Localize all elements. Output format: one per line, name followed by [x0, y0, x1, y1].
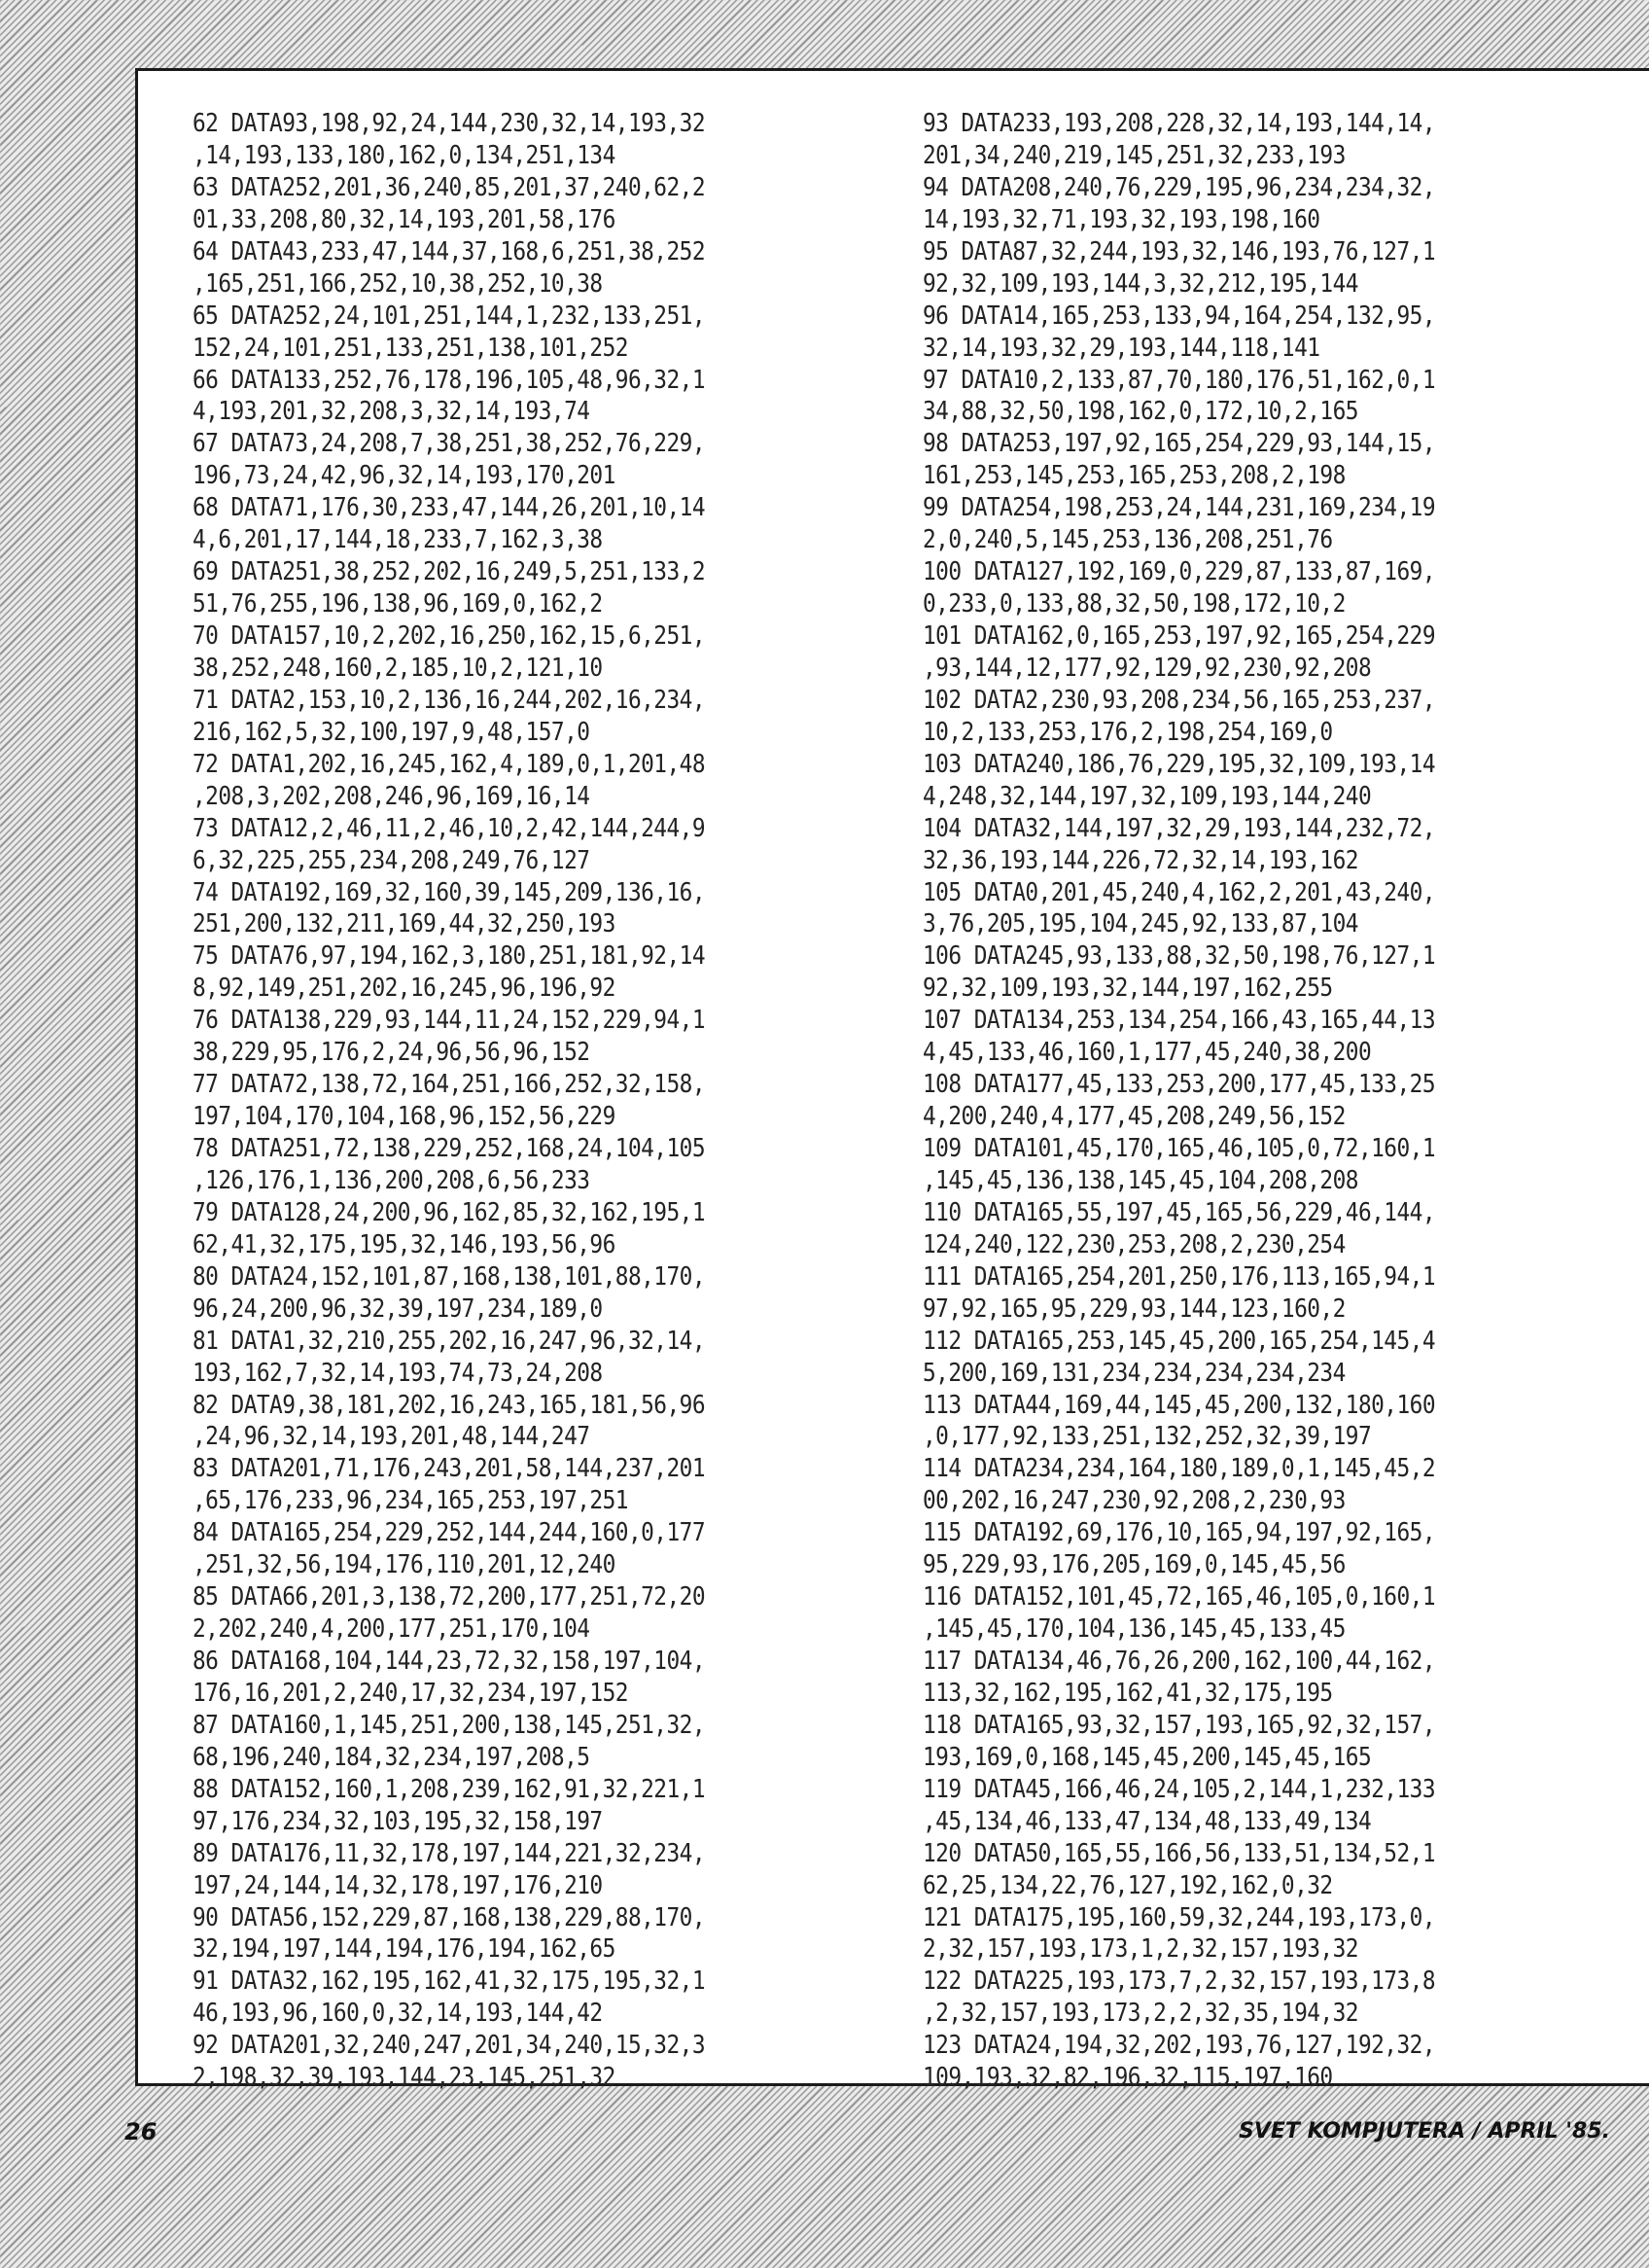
listing-line: 88 DATA152,160,1,208,239,162,91,32,221,1 — [193, 1775, 705, 1804]
listing-line: 73 DATA12,2,46,11,2,46,10,2,42,144,244,9 — [193, 814, 705, 843]
listing-line: 8,92,149,251,202,16,245,96,196,92 — [193, 974, 615, 1003]
listing-line: 105 DATA0,201,45,240,4,162,2,201,43,240, — [923, 877, 1435, 907]
listing-line: 98 DATA253,197,92,165,254,229,93,144,15, — [923, 429, 1435, 458]
listing-line: 74 DATA192,169,32,160,39,145,209,136,16, — [193, 877, 705, 907]
listing-line: 201,34,240,219,145,251,32,233,193 — [923, 141, 1346, 170]
listing-line: 104 DATA32,144,197,32,29,193,144,232,72, — [923, 814, 1435, 843]
listing-line: 2,198,32,39,193,144,23,145,251,32 — [193, 2063, 615, 2092]
listing-line: ,65,176,233,96,234,165,253,197,251 — [193, 1486, 628, 1515]
listing-line: 82 DATA9,38,181,202,16,243,165,181,56,96 — [193, 1390, 705, 1420]
listing-line: 119 DATA45,166,46,24,105,2,144,1,232,133 — [923, 1775, 1435, 1804]
page-number: 26 — [124, 2118, 158, 2145]
listing-line: 34,88,32,50,198,162,0,172,10,2,165 — [923, 397, 1358, 426]
listing-line: 66 DATA133,252,76,178,196,105,48,96,32,1 — [193, 365, 705, 395]
listing-line: 108 DATA177,45,133,253,200,177,45,133,25 — [923, 1070, 1435, 1099]
listing-line: 71 DATA2,153,10,2,136,16,244,202,16,234, — [193, 686, 705, 715]
listing-line: 62,25,134,22,76,127,192,162,0,32 — [923, 1870, 1333, 1900]
listing-line: ,165,251,166,252,10,38,252,10,38 — [193, 269, 603, 299]
listing-line: 76 DATA138,229,93,144,11,24,152,229,94,1 — [193, 1006, 705, 1035]
listing-line: 193,162,7,32,14,193,74,73,24,208 — [193, 1358, 603, 1388]
listing-line: 2,32,157,193,173,1,2,32,157,193,32 — [923, 1934, 1358, 1964]
listing-line: 10,2,133,253,176,2,198,254,169,0 — [923, 718, 1333, 747]
listing-line: 93 DATA233,193,208,228,32,14,193,144,14, — [923, 109, 1435, 138]
listing-line: 122 DATA225,193,173,7,2,32,157,193,173,8 — [923, 1967, 1435, 1996]
listing-line: ,14,193,133,180,162,0,134,251,134 — [193, 141, 615, 170]
listing-line: 0,233,0,133,88,32,50,198,172,10,2 — [923, 589, 1346, 619]
listing-line: 91 DATA32,162,195,162,41,32,175,195,32,1 — [193, 1967, 705, 1996]
listing-line: 46,193,96,160,0,32,14,193,144,42 — [193, 1999, 603, 2028]
listing-line: 75 DATA76,97,194,162,3,180,251,181,92,14 — [193, 941, 705, 971]
listing-left-column — [193, 108, 873, 2094]
listing-line: ,93,144,12,177,92,129,92,230,92,208 — [923, 654, 1372, 683]
listing-line: 117 DATA134,46,76,26,200,162,100,44,162, — [923, 1647, 1435, 1676]
listing-line: 95,229,93,176,205,169,0,145,45,56 — [923, 1550, 1346, 1579]
listing-line: 5,200,169,131,234,234,234,234,234 — [923, 1358, 1346, 1388]
listing-line: ,0,177,92,133,251,132,252,32,39,197 — [923, 1422, 1372, 1451]
listing-line: 4,6,201,17,144,18,233,7,162,3,38 — [193, 525, 603, 554]
listing-line: 92,32,109,193,144,3,32,212,195,144 — [923, 269, 1358, 299]
listing-line: 120 DATA50,165,55,166,56,133,51,134,52,1 — [923, 1839, 1435, 1868]
listing-line: 68,196,240,184,32,234,197,208,5 — [193, 1743, 590, 1772]
listing-line: 193,169,0,168,145,45,200,145,45,165 — [923, 1743, 1372, 1772]
listing-line: ,145,45,136,138,145,45,104,208,208 — [923, 1166, 1358, 1195]
magazine-issue: SVET KOMPJUTERA / APRIL '85. — [1239, 2119, 1610, 2144]
listing-line: 216,162,5,32,100,197,9,48,157,0 — [193, 718, 590, 747]
listing-line: 115 DATA192,69,176,10,165,94,197,92,165, — [923, 1518, 1435, 1547]
listing-line: 114 DATA234,234,164,180,189,0,1,145,45,2 — [923, 1454, 1435, 1483]
listing-line: 97 DATA10,2,133,87,70,180,176,51,162,0,1 — [923, 365, 1435, 395]
listing-line: 85 DATA66,201,3,138,72,200,177,251,72,20 — [193, 1582, 705, 1612]
listing-line: 69 DATA251,38,252,202,16,249,5,251,133,2 — [193, 557, 705, 586]
listing-line: 100 DATA127,192,169,0,229,87,133,87,169, — [923, 557, 1435, 586]
listing-line: 80 DATA24,152,101,87,168,138,101,88,170, — [193, 1262, 705, 1292]
listing-line: 65 DATA252,24,101,251,144,1,232,133,251, — [193, 301, 705, 331]
listing-line: 62,41,32,175,195,32,146,193,56,96 — [193, 1230, 615, 1259]
listing-line: 77 DATA72,138,72,164,251,166,252,32,158, — [193, 1070, 705, 1099]
listing-line: 92 DATA201,32,240,247,201,34,240,15,32,3 — [193, 2031, 705, 2060]
listing-line: 70 DATA157,10,2,202,16,250,162,15,6,251, — [193, 621, 705, 651]
listing-line: 197,24,144,14,32,178,197,176,210 — [193, 1870, 603, 1900]
listing-line: 101 DATA162,0,165,253,197,92,165,254,229 — [923, 621, 1435, 651]
listing-line: 62 DATA93,198,92,24,144,230,32,14,193,32 — [193, 109, 705, 138]
listing-line: 63 DATA252,201,36,240,85,201,37,240,62,2 — [193, 173, 705, 202]
listing-line: 196,73,24,42,96,32,14,193,170,201 — [193, 461, 615, 490]
listing-line: 95 DATA87,32,244,193,32,146,193,76,127,1 — [923, 237, 1435, 266]
listing-line: ,45,134,46,133,47,134,48,133,49,134 — [923, 1807, 1372, 1836]
listing-line: 116 DATA152,101,45,72,165,46,105,0,160,1 — [923, 1582, 1435, 1612]
listing-line: 86 DATA168,104,144,23,72,32,158,197,104, — [193, 1647, 705, 1676]
listing-line: 64 DATA43,233,47,144,37,168,6,251,38,252 — [193, 237, 705, 266]
listing-line: 78 DATA251,72,138,229,252,168,24,104,105 — [193, 1134, 705, 1163]
listing-line: 121 DATA175,195,160,59,32,244,193,173,0, — [923, 1902, 1435, 1932]
listing-line: 90 DATA56,152,229,87,168,138,229,88,170, — [193, 1902, 705, 1932]
listing-line: ,2,32,157,193,173,2,2,32,35,194,32 — [923, 1999, 1358, 2028]
listing-line: 32,14,193,32,29,193,144,118,141 — [923, 333, 1320, 363]
listing-line: 3,76,205,195,104,245,92,133,87,104 — [923, 909, 1358, 939]
listing-line: 4,193,201,32,208,3,32,14,193,74 — [193, 397, 590, 426]
listing-line: 96,24,200,96,32,39,197,234,189,0 — [193, 1294, 603, 1324]
listing-line: 92,32,109,193,32,144,197,162,255 — [923, 974, 1333, 1003]
listing-line: 00,202,16,247,230,92,208,2,230,93 — [923, 1486, 1346, 1515]
listing-line: 4,200,240,4,177,45,208,249,56,152 — [923, 1102, 1346, 1131]
listing-line: 251,200,132,211,169,44,32,250,193 — [193, 909, 615, 939]
listing-line: 110 DATA165,55,197,45,165,56,229,46,144, — [923, 1198, 1435, 1227]
listing-line: 4,248,32,144,197,32,109,193,144,240 — [923, 782, 1372, 811]
listing-line: 2,0,240,5,145,253,136,208,251,76 — [923, 525, 1333, 554]
listing-line: 38,252,248,160,2,185,10,2,121,10 — [193, 654, 603, 683]
listing-line: 109 DATA101,45,170,165,46,105,0,72,160,1 — [923, 1134, 1435, 1163]
listing-line: 84 DATA165,254,229,252,144,244,160,0,177 — [193, 1518, 705, 1547]
listing-line: 111 DATA165,254,201,250,176,113,165,94,1 — [923, 1262, 1435, 1292]
listing-line: 152,24,101,251,133,251,138,101,252 — [193, 333, 628, 363]
listing-line: 2,202,240,4,200,177,251,170,104 — [193, 1614, 590, 1644]
listing-line: 83 DATA201,71,176,243,201,58,144,237,201 — [193, 1454, 705, 1483]
listing-line: 32,36,193,144,226,72,32,14,193,162 — [923, 845, 1358, 875]
listing-line: ,145,45,170,104,136,145,45,133,45 — [923, 1614, 1346, 1644]
listing-line: 124,240,122,230,253,208,2,230,254 — [923, 1230, 1346, 1259]
listing-line: 103 DATA240,186,76,229,195,32,109,193,14 — [923, 750, 1435, 779]
listing-line: 97,176,234,32,103,195,32,158,197 — [193, 1807, 603, 1836]
listing-line: ,251,32,56,194,176,110,201,12,240 — [193, 1550, 615, 1579]
listing-line: ,126,176,1,136,200,208,6,56,233 — [193, 1166, 590, 1195]
listing-line: 32,194,197,144,194,176,194,162,65 — [193, 1934, 615, 1964]
listing-line: 38,229,95,176,2,24,96,56,96,152 — [193, 1038, 590, 1067]
listing-line: 68 DATA71,176,30,233,47,144,26,201,10,14 — [193, 493, 705, 522]
listing-line: 102 DATA2,230,93,208,234,56,165,253,237, — [923, 686, 1435, 715]
page-frame — [135, 68, 1649, 2092]
listing-line: 01,33,208,80,32,14,193,201,58,176 — [193, 205, 615, 234]
listing-line: 79 DATA128,24,200,96,162,85,32,162,195,1 — [193, 1198, 705, 1227]
listing-line: 72 DATA1,202,16,245,162,4,189,0,1,201,48 — [193, 750, 705, 779]
listing-line: 67 DATA73,24,208,7,38,251,38,252,76,229, — [193, 429, 705, 458]
listing-line: 99 DATA254,198,253,24,144,231,169,234,19 — [923, 493, 1435, 522]
listing-line: 97,92,165,95,229,93,144,123,160,2 — [923, 1294, 1346, 1324]
listing-line: 113 DATA44,169,44,145,45,200,132,180,160 — [923, 1390, 1435, 1420]
listing-line: 14,193,32,71,193,32,193,198,160 — [923, 205, 1320, 234]
listing-line: 176,16,201,2,240,17,32,234,197,152 — [193, 1679, 628, 1708]
listing-line: 81 DATA1,32,210,255,202,16,247,96,32,14, — [193, 1327, 705, 1356]
listing-line: ,24,96,32,14,193,201,48,144,247 — [193, 1422, 590, 1451]
listing-right-column — [923, 108, 1603, 2094]
listing-line: 6,32,225,255,234,208,249,76,127 — [193, 845, 590, 875]
listing-line: ,208,3,202,208,246,96,169,16,14 — [193, 782, 590, 811]
listing-line: 87 DATA160,1,145,251,200,138,145,251,32, — [193, 1711, 705, 1740]
listing-line: 106 DATA245,93,133,88,32,50,198,76,127,1 — [923, 941, 1435, 971]
listing-line: 89 DATA176,11,32,178,197,144,221,32,234, — [193, 1839, 705, 1868]
listing-line: 112 DATA165,253,145,45,200,165,254,145,4 — [923, 1327, 1435, 1356]
listing-line: 4,45,133,46,160,1,177,45,240,38,200 — [923, 1038, 1372, 1067]
listing-line: 94 DATA208,240,76,229,195,96,234,234,32, — [923, 173, 1435, 202]
listing-line: 197,104,170,104,168,96,152,56,229 — [193, 1102, 615, 1131]
listing-line: 123 DATA24,194,32,202,193,76,127,192,32, — [923, 2031, 1435, 2060]
listing-line: 109,193,32,82,196,32,115,197,160 — [923, 2063, 1333, 2092]
listing-line: 107 DATA134,253,134,254,166,43,165,44,13 — [923, 1006, 1435, 1035]
listing-line: 96 DATA14,165,253,133,94,164,254,132,95, — [923, 301, 1435, 331]
listing-line: 51,76,255,196,138,96,169,0,162,2 — [193, 589, 603, 619]
listing-line: 113,32,162,195,162,41,32,175,195 — [923, 1679, 1333, 1708]
listing-line: 118 DATA165,93,32,157,193,165,92,32,157, — [923, 1711, 1435, 1740]
listing-line: 161,253,145,253,165,253,208,2,198 — [923, 461, 1346, 490]
